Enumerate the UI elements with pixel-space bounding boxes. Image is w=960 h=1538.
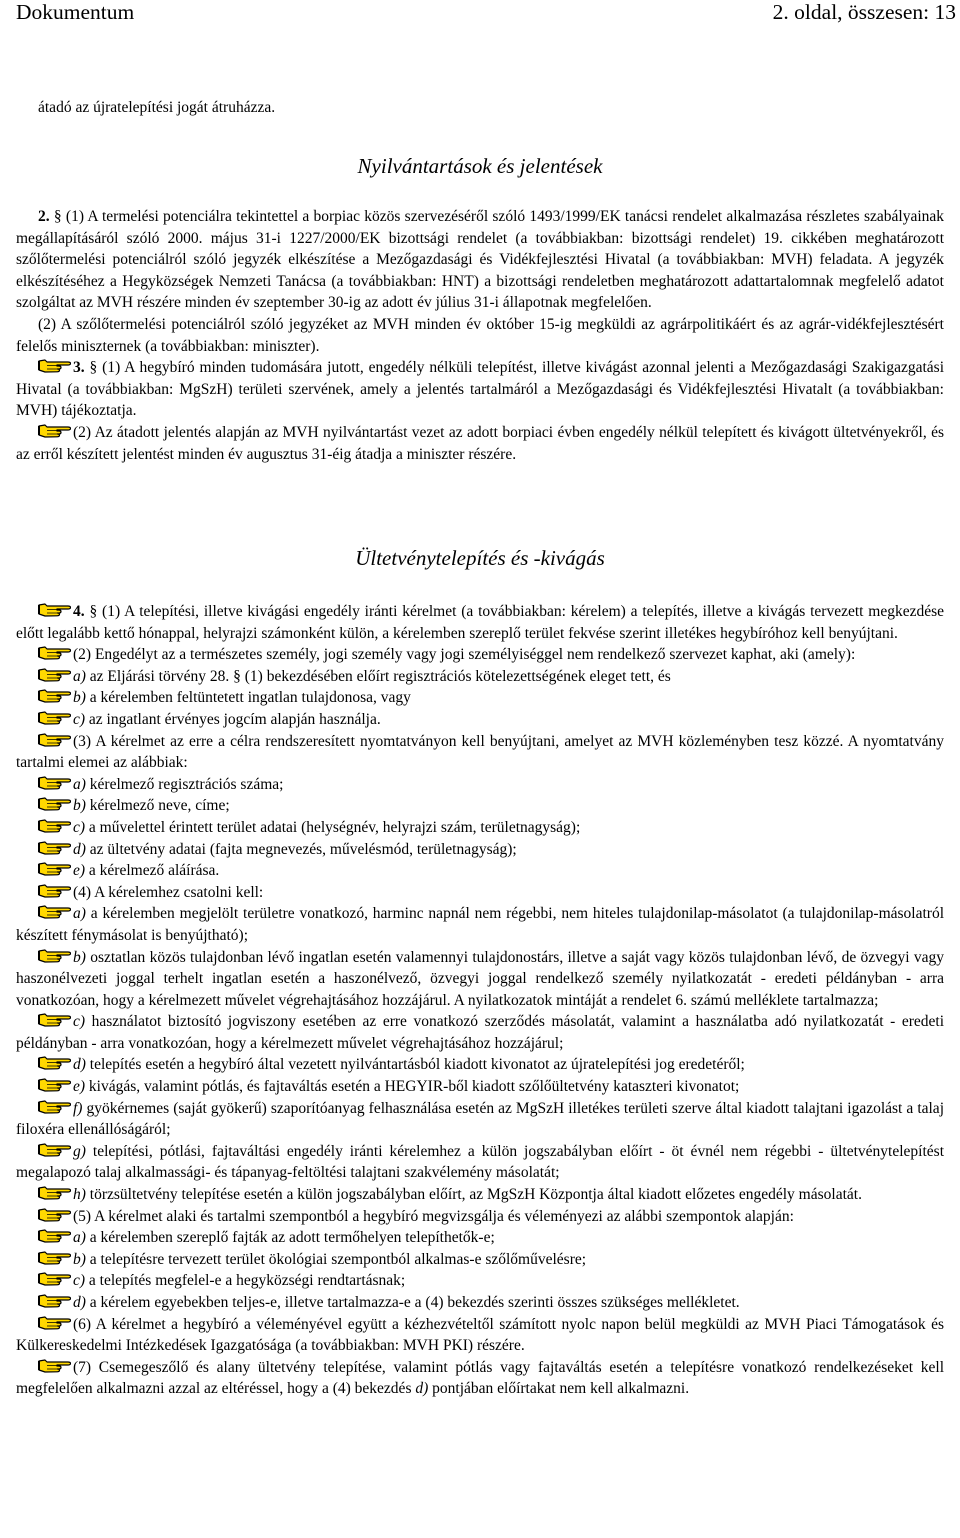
paragraph-p4_2 bbox=[16, 644, 944, 666]
paragraph-text: a telepítés megfelel-e a hegyközségi rendtartásnak; bbox=[88, 1272, 406, 1290]
point-letter: a) bbox=[73, 1229, 86, 1247]
paragraph-text: törzsültetvény telepítése esetén a külön jogszabályban előírt, az MgSzH Központja által kiadott előzetes engedély másolatát. bbox=[89, 1186, 862, 1204]
paragraph-text: (1) A hegybíró minden tudomására jutott, engedély nélküli telepítést, illetve kivágást azonnal jelenti a Mezőgazdasági Szakigazgatási Hivatal (a továbbiakban: MgSzH) területi szervének, amely a jelentés tartalmáról a Mezőgazdasági és Vidékfejlesztési Hivatalt (a továbbiakban: MVH) tájékoztatja. bbox=[16, 359, 945, 420]
point-letter: b) bbox=[73, 1250, 86, 1268]
hand-pointer-icon bbox=[38, 1358, 71, 1373]
hand-pointer-icon bbox=[38, 358, 71, 373]
point-letter: a) bbox=[73, 905, 86, 923]
paragraph-p4_7 bbox=[16, 1357, 944, 1400]
hand-pointer-icon bbox=[38, 1293, 71, 1308]
section-number: 3. bbox=[73, 359, 85, 377]
hand-pointer-icon bbox=[38, 1271, 71, 1286]
section-number: 4. bbox=[73, 603, 85, 620]
hand-pointer-icon bbox=[38, 796, 71, 811]
paragraph-text: kérelmező neve, címe; bbox=[89, 797, 230, 815]
point-letter: f) bbox=[73, 1099, 83, 1117]
paragraph-p4_5 bbox=[16, 1206, 944, 1228]
paragraph-p4_1 bbox=[16, 601, 944, 644]
paragraph-text: az ültetvény adatai (fajta megnevezés, művelésmód, területnagyság); bbox=[89, 840, 517, 858]
paragraph-p4_3c bbox=[16, 817, 944, 839]
paragraph-p3_2 bbox=[16, 422, 944, 465]
hand-pointer-icon bbox=[38, 1250, 71, 1265]
paragraph-text: (6) A kérelmet a hegybíró a véleményével együtt a kézhezvételtől számított nyolc napon belül megküldi az MVH Piaci Támogatások és Külkereskedelmi Intézkedések Igazgatósága (a továbbiakban: MVH PKI) részére. bbox=[16, 1315, 944, 1355]
paragraph-p4_5d bbox=[16, 1292, 944, 1314]
paragraph-text: a kérelmező aláírása. bbox=[88, 862, 220, 880]
paragraph-p4_4g bbox=[16, 1141, 944, 1184]
point-letter: c) bbox=[73, 1013, 86, 1031]
hand-pointer-icon bbox=[38, 1207, 71, 1222]
section-sign: § bbox=[53, 208, 62, 225]
hand-pointer-icon bbox=[38, 1055, 71, 1070]
hand-pointer-icon bbox=[38, 818, 71, 833]
hand-pointer-icon bbox=[38, 904, 71, 919]
paragraph-p4_4f bbox=[16, 1098, 944, 1141]
paragraph-p4_5a bbox=[16, 1227, 944, 1249]
document-label: Dokumentum bbox=[16, 0, 135, 24]
point-letter: d) bbox=[73, 840, 86, 858]
paragraph-text: pontjában előírtakat nem kell alkalmazni. bbox=[428, 1380, 690, 1398]
paragraph-p4_2a bbox=[16, 666, 944, 688]
hand-pointer-icon bbox=[38, 645, 71, 660]
paragraph-p4_4e bbox=[16, 1076, 944, 1098]
paragraph-p4_3 bbox=[16, 731, 944, 774]
point-letter: c) bbox=[73, 818, 86, 836]
paragraph-text: az Eljárási törvény 28. § (1) bekezdésében előírt regisztrációs kötelezettségének eleget tett, és bbox=[89, 667, 671, 685]
paragraph-text: (1) A termelési potenciálra tekintettel a borpiac közös szervezéséről szóló 1493/1999/EK tanácsi rendelet alkalmazása részletes szabályainak megállapításáról szóló 2000. május 31-i 1227/2000/EK bizottsági rendelet (a továbbiakban: bizottsági rendelet) 19. cikkében meghatározott szőlőtermelési potenciálról szóló jegyzék elkészítése a Mezőgazdasági és Vidékfejlesztési Hivatal (a továbbiakban: MVH) feladata. A jegyzék elkészítéséhez a Hegyközségek Nemzeti Tanácsa (a továbbiakban: HNT) a bizottsági rendeletben meghatározott adattartalomnak megfelelő adatot szolgáltat az MVH részére minden év szeptember 30-ig az adott év július 31-i állapotnak megfelelően. bbox=[16, 208, 945, 312]
hand-pointer-icon bbox=[38, 861, 71, 876]
paragraph-text: a kérelem egyebekben teljes-e, illetve tartalmazza-e a (4) bekezdés szerinti összes szükséges mellékletet. bbox=[89, 1294, 740, 1311]
point-letter: b) bbox=[73, 797, 86, 815]
paragraph-p4_4a bbox=[16, 903, 944, 946]
hand-pointer-icon bbox=[38, 1228, 71, 1243]
point-letter: d) bbox=[73, 1056, 86, 1074]
hand-pointer-icon bbox=[38, 1142, 71, 1157]
paragraph-text: osztatlan közös tulajdonban lévő ingatlan esetén valamennyi tulajdonostárs, illetve a saját vagy közös tulajdonban lévő, de özvegyi vagy haszonélvezeti joggal terhelt ingatlan esetén a haszonélvező, özvegyi joggal rendelkező személy nyilatkozatát - eredeti példányban - arra vonatkozóan, hogy a kérelmezett művelet végrehajtásához hozzájárul. A nyilatkozatok mintáját a rendelet 6. számú melléklete tartalmazza; bbox=[16, 948, 944, 1009]
paragraph-p4_3d bbox=[16, 839, 944, 861]
carryover-line: átadó az újratelepítési jogát átruházza. bbox=[38, 99, 276, 116]
paragraph-p4_4 bbox=[16, 882, 944, 904]
paragraph-text: a kérelemben szereplő fajták az adott termőhelyen telepíthetők-e; bbox=[89, 1229, 495, 1247]
hand-pointer-icon bbox=[38, 1099, 71, 1114]
paragraph-text: telepítési, pótlási, fajtaváltási engedély iránti kérelemhez a külön jogszabályban előírt - öt évnél nem régebbi - ültetvénytelepítést megalapozó talaj alkalmassági- és tápanyag-feltöltési talajtani szakvélemény másolatát; bbox=[16, 1142, 945, 1182]
hand-pointer-icon bbox=[38, 948, 71, 963]
point-letter: e) bbox=[73, 862, 86, 880]
paragraph-p4_5b bbox=[16, 1249, 944, 1271]
paragraph-text: (2) Az átadott jelentés alapján az MVH nyilvántartást vezet az adott borpiaci évben engedély nélkül telepített és kivágott ültetvényekről, és az erről készített jelentést minden év augusztus 31-éig átadja a miniszter részére. bbox=[16, 423, 944, 463]
paragraph-text: (2) Engedélyt az a természetes személy, jogi személy vagy jogi személyiséggel nem rendelkező szervezet kaphat, aki (amely): bbox=[73, 646, 856, 664]
paragraph-text: a művelettel érintett terület adatai (helységnév, helyrajzi szám, területnagyság); bbox=[88, 818, 581, 836]
paragraph-text: (2) A szőlőtermelési potenciálról szóló jegyzéket az MVH minden év október 15-ig megküldi az agrárpolitikáért és az agrár-vidékfejlesztésért felelős miniszternek (a továbbiakban: miniszter). bbox=[16, 315, 944, 355]
paragraph-p4_4d bbox=[16, 1054, 944, 1076]
point-letter: c) bbox=[73, 710, 86, 728]
hand-pointer-icon bbox=[38, 1012, 71, 1027]
paragraph-text: az ingatlant érvényes jogcím alapján használja. bbox=[88, 710, 381, 728]
paragraph-text: használatot biztosító jogviszony esetében az erre vonatkozó szerződés másolatát, valamint a használatba adó nyilatkozatát - eredeti példányban - arra vonatkozóan, hogy a kérelmezett művelet végrehajtásához hozzájárul; bbox=[16, 1013, 945, 1052]
paragraph-text: kérelmező regisztrációs száma; bbox=[89, 775, 284, 793]
paragraph-p4_3b bbox=[16, 795, 944, 817]
point-letter: b) bbox=[73, 948, 86, 966]
hand-pointer-icon bbox=[38, 732, 71, 747]
point-letter: h) bbox=[73, 1186, 86, 1204]
paragraph-p4_5c bbox=[16, 1270, 944, 1292]
paragraph-p4_2c bbox=[16, 709, 944, 731]
heading-planting-clearing: Ültetvénytelepítés és -kivágás bbox=[355, 546, 605, 570]
paragraph-text: a telepítésre tervezett terület ökológiai szempontból alkalmas-e szőlőművelésre; bbox=[89, 1250, 587, 1268]
section-records-body bbox=[16, 206, 944, 465]
paragraph-p2_2 bbox=[16, 314, 944, 357]
paragraph-text: (3) A kérelmet az erre a célra rendszeresített nyomtatványon kell benyújtani, amelyet az MVH közleményben tesz közzé. A nyomtatvány tartalmi elemei az alábbiak: bbox=[16, 732, 944, 772]
hand-pointer-icon bbox=[38, 602, 71, 617]
paragraph-p2_1 bbox=[16, 206, 944, 314]
paragraph-p4_4c bbox=[16, 1011, 944, 1054]
paragraph-p4_3a bbox=[16, 774, 944, 796]
paragraph-p4_4h bbox=[16, 1184, 944, 1206]
hand-pointer-icon bbox=[38, 1077, 71, 1092]
section-number: 2. bbox=[38, 208, 50, 225]
point-letter: a) bbox=[73, 775, 86, 793]
hand-pointer-icon bbox=[38, 883, 71, 898]
section-planting-body bbox=[16, 601, 944, 1400]
page-header bbox=[16, 0, 956, 26]
paragraph-p4_6 bbox=[16, 1314, 944, 1357]
paragraph-text: gyökérnemes (saját gyökerű) szaporítóanyag felhasználása esetén az MgSzH illetékes területi szerve által kiadott talajtani igazolást a talaj filoxéra ellenállóságáról; bbox=[16, 1099, 944, 1139]
paragraph-text: a kérelemben megjelölt területre vonatkozó, harminc napnál nem régebbi, nem hiteles tulajdonilap-másolatot (a tulajdonilap-másolatról készített fénymásolat is benyújtható); bbox=[16, 905, 945, 944]
hand-pointer-icon bbox=[38, 710, 71, 725]
hand-pointer-icon bbox=[38, 840, 71, 855]
paragraph-p4_2b bbox=[16, 687, 944, 709]
heading-records-reports: Nyilvántartások és jelentések bbox=[357, 154, 603, 178]
point-letter: d) bbox=[73, 1294, 86, 1311]
hand-pointer-icon bbox=[38, 423, 71, 438]
paragraph-text: a kérelemben feltüntetett ingatlan tulajdonosa, vagy bbox=[89, 689, 411, 707]
paragraph-text: telepítés esetén a hegybíró által vezetett nyilvántartásból kiadott kivonatot az újratelepítési jog eredetéről; bbox=[89, 1056, 745, 1074]
paragraph-p3_1 bbox=[16, 357, 944, 422]
point-reference: d) bbox=[415, 1380, 429, 1398]
hand-pointer-icon bbox=[38, 688, 71, 703]
paragraph-p4_3e bbox=[16, 860, 944, 882]
paragraph-text: kivágás, valamint pótlás, és fajtaváltás esetén a HEGYIR-ből kiadott szőlőültetvény kataszteri kivonatot; bbox=[88, 1078, 740, 1096]
hand-pointer-icon bbox=[38, 1315, 71, 1330]
paragraph-text: (4) A kérelemhez csatolni kell: bbox=[73, 883, 264, 901]
point-letter: a) bbox=[73, 667, 86, 685]
section-sign: § bbox=[89, 603, 98, 620]
paragraph-text: (5) A kérelmet alaki és tartalmi szempontból a hegybíró megvizsgálja és véleményezi az alábbi szempontok alapján: bbox=[73, 1207, 794, 1225]
section-sign: § bbox=[89, 359, 98, 377]
paragraph-text: (1) A telepítési, illetve kivágási engedély iránti kérelmet (a továbbiakban: kérelem) a telepítés, illetve a kivágás tervezett megkezdése előtt legalább kettő hónappal, helyrajzi számonként külön, a kérelemben szereplő terület fekvése szerint illetékes hegybíróhoz kell benyújtani. bbox=[16, 603, 945, 642]
paragraph-p4_4b bbox=[16, 947, 944, 1012]
point-letter: g) bbox=[73, 1142, 86, 1160]
hand-pointer-icon bbox=[38, 667, 71, 682]
hand-pointer-icon bbox=[38, 1185, 71, 1200]
page-counter: 2. oldal, összesen: 13 bbox=[772, 0, 956, 24]
paragraph-text: (7) Csemegeszőlő és alany ültetvény telepítése, valamint pótlás vagy fajtaváltás esetén a telepítésre vonatkozó rendelkezéseket kell megfelelően alkalmazni azzal az eltéréssel, hogy a (4) bekezdés bbox=[16, 1358, 944, 1398]
point-letter: b) bbox=[73, 689, 86, 707]
hand-pointer-icon bbox=[38, 775, 71, 790]
point-letter: c) bbox=[73, 1272, 86, 1290]
point-letter: e) bbox=[73, 1078, 86, 1096]
